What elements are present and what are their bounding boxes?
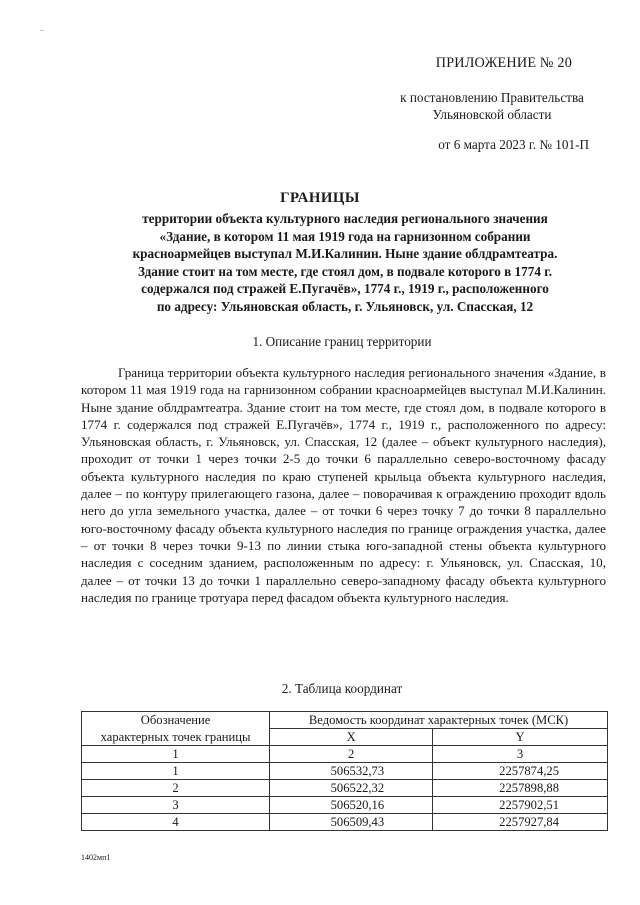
subtitle-line: содержался под стражей Е.Пугачёв», 1774 г., 1919 г., расположенного	[141, 281, 549, 297]
table-header-row	[82, 712, 608, 729]
table-header-row	[82, 729, 608, 746]
x-coordinate: 506522,32	[270, 780, 433, 797]
footer-document-code: 1402мп1	[81, 853, 111, 862]
point-number: 3	[82, 797, 270, 814]
appendix-number: ПРИЛОЖЕНИЕ № 20	[435, 55, 572, 71]
subtitle-line: по адресу: Ульяновская область, г. Ульяновск, ул. Спасская, 12	[156, 298, 534, 314]
y-coordinate: 2257927,84	[433, 814, 608, 831]
document-title: ГРАНИЦЫ	[280, 190, 360, 206]
x-coordinate: 506509,43	[270, 814, 433, 831]
subtitle-line: территории объекта культурного наследия регионального значения	[142, 211, 548, 226]
table-row	[82, 780, 608, 797]
table-row	[82, 763, 608, 780]
x-coordinate: 506532,73	[270, 763, 433, 780]
table-cell: 3	[433, 746, 608, 763]
x-header: X	[270, 729, 433, 746]
decree-line: Ульяновской области	[432, 107, 552, 122]
coordinates-group-header: Ведомость координат характерных точек (МСК)	[270, 712, 608, 729]
boundary-description: Граница территории объекта культурного наследия регионального значения «Здание, в котором 11 мая 1919 года на гарнизонном собрании красноармейцев выступал М.И.Калинин. Ныне здание облдрамтеатра. Здание стоит на том месте, где стоял дом, в подвале которого в 1774 г. содержался под стражей Е.Пугачёв», 1774 г., 1919 г., расположенного по адресу: Ульяновская область, г. Ульяновск, ул. Спасская, 12 (далее – объект культурного наследия), проходит от точки 1 через точки 2-5 до точки 6 параллельно северо-восточному фасаду объекта культурного наследия по краю ступеней крыльца объекта культурного наследия, далее – по контуру прилегающего газона, далее – поворачивая к ограждению проходит вдоль него до угла земельного участка, далее – от точки 6 через точку 7 до точки 8 параллельно юго-восточному фасаду объекта культурного наследия по границе ограждения участка, далее – от точки 8 через точки 9-13 по линии стыка юго-западной стены объекта культурного наследия с соседним зданием, расположенным по адресу: г. Ульяновск, ул. Спасская, 10, далее – от точки 13 до точки 1 параллельно северо-западному фасаду объекта культурного наследия по границе тротуара перед фасадом объекта культурного наследия.	[81, 365, 606, 605]
table-cell: 2	[270, 746, 433, 763]
point-designation-header: Обозначение	[82, 712, 270, 729]
section-heading-coordinates: 2. Таблица координат	[281, 681, 403, 696]
table-row	[82, 797, 608, 814]
coordinates-table	[81, 711, 608, 831]
section-heading-boundaries: 1. Описание границ территории	[252, 334, 432, 349]
scan-speck: ..	[40, 24, 44, 33]
decree-line: к постановлению Правительства	[400, 90, 584, 105]
point-number: 4	[82, 814, 270, 831]
y-header: Y	[433, 729, 608, 746]
decree-reference	[372, 89, 612, 123]
y-coordinate: 2257902,51	[433, 797, 608, 814]
subtitle-line: Здание стоит на том месте, где стоял дом, в подвале которого в 1774 г.	[137, 263, 553, 279]
y-coordinate: 2257898,88	[433, 780, 608, 797]
point-number: 1	[82, 763, 270, 780]
table-index-row	[82, 746, 608, 763]
point-number: 2	[82, 780, 270, 797]
document-subtitle	[100, 210, 590, 316]
x-coordinate: 506520,16	[270, 797, 433, 814]
table-row	[82, 814, 608, 831]
decree-date: от 6 марта 2023 г. № 101-П	[438, 137, 589, 152]
subtitle-line: красноармейцев выступал М.И.Калинин. Ныне здание облдрамтеатра.	[132, 246, 558, 262]
subtitle-line: «Здание, в котором 11 мая 1919 года на гарнизонном собрании	[159, 228, 531, 244]
table-cell: 1	[82, 746, 270, 763]
point-designation-header: характерных точек границы	[82, 729, 270, 746]
y-coordinate: 2257874,25	[433, 763, 608, 780]
